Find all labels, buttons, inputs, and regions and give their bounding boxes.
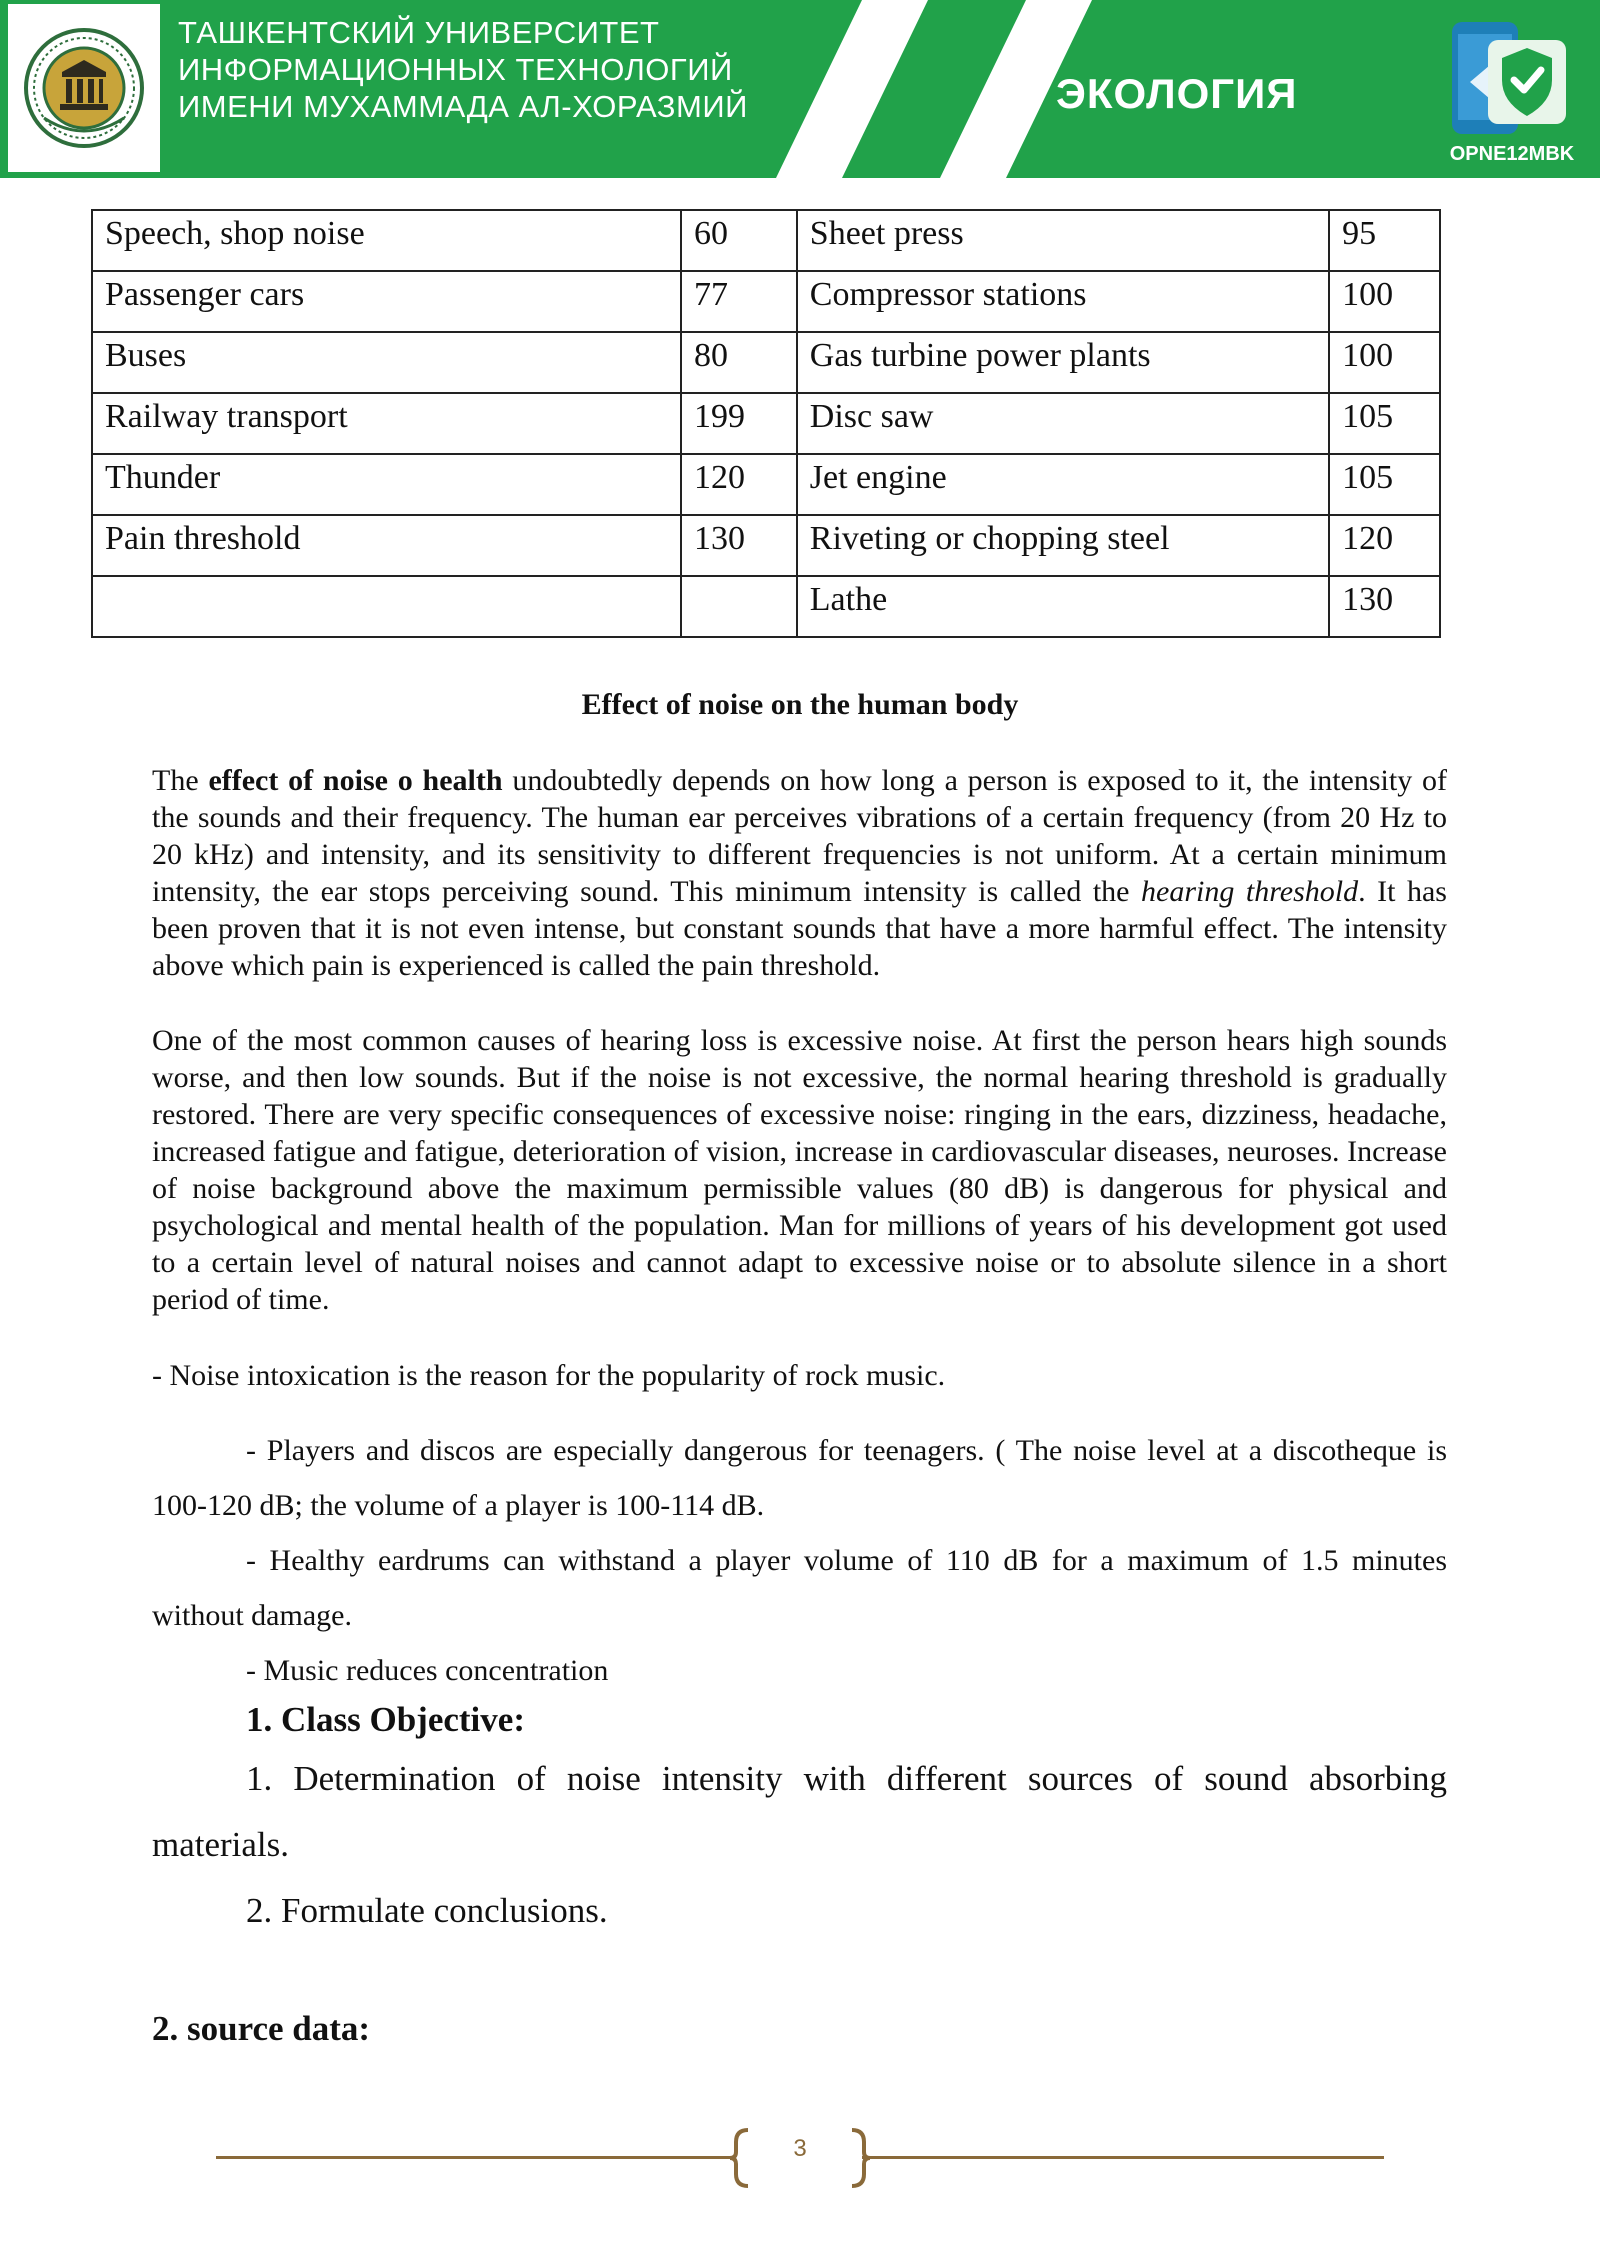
table-cell: 130 — [1329, 576, 1440, 637]
bullet-item: - Players and discos are especially dangerous for teenagers. ( The noise level at a discotheque is 100-120 dB; the volume of a player is 100-114 dB. — [152, 1434, 1447, 1522]
paragraph-effect-of-noise — [152, 762, 1447, 984]
objective-item: 2. Formulate conclusions. — [246, 1891, 608, 1930]
header-banner — [0, 0, 1600, 178]
paragraph-hearing-loss: One of the most common causes of hearing loss is excessive noise. At first the person hears high sounds worse, and then low sounds. But if the noise is not excessive, the normal hearing threshold is gradually restored. There are very specific consequences of excessive noise: ringing in the ears, dizziness, headache, increased fatigue and fatigue, deterioration of vision, increase in cardiovascular diseases, neuroses. Increase of noise background above the maximum permissible values (80 dB) is dangerous for physical and psychological and mental health of the population. Man for millions of years of his development got used to a certain level of natural noises and cannot adapt to excessive noise or to absolute silence in a short period of time. — [152, 1024, 1447, 1316]
bullet-item: - Noise intoxication is the reason for the popularity of rock music. — [152, 1359, 946, 1392]
table-cell: 80 — [681, 332, 797, 393]
paragraph-text: . It has been proven that it is not even intense, but constant sounds that have a more harmful effect. The intensity above which pain is experienced is called the pain threshold. — [152, 875, 1447, 982]
table-cell: Buses — [92, 332, 681, 393]
table-cell: Disc saw — [797, 393, 1329, 454]
table-cell: Lathe — [797, 576, 1329, 637]
table-cell: Compressor stations — [797, 271, 1329, 332]
left-brace-icon — [728, 2128, 752, 2188]
table-cell: Gas turbine power plants — [797, 332, 1329, 393]
paragraph-text: The — [152, 764, 209, 797]
table-row — [92, 210, 1440, 271]
page-number: 3 — [793, 2135, 807, 2162]
table-cell: 199 — [681, 393, 797, 454]
table-cell: 60 — [681, 210, 797, 271]
table-cell: Sheet press — [797, 210, 1329, 271]
paragraph-text: undoubtedly depends on how long a person is exposed to it, the intensity of the sounds and their frequency. The human ear perceives vibrations of a certain frequency (from 20 Hz to 20 kHz) and intensity, and its sensitivity to different frequencies is not uniform. At a certain minimum intensity, the ear stops perceiving sound. This minimum intensity is called the — [152, 764, 1447, 908]
university-name-line: ТАШКЕНТСКИЙ УНИВЕРСИТЕТ — [178, 15, 660, 50]
source-data-heading: 2. source data: — [152, 2009, 371, 2048]
table-cell: 95 — [1329, 210, 1440, 271]
decorative-stripes — [0, 0, 1600, 178]
paragraph-bold-term: effect of noise o health — [208, 764, 503, 797]
table-row — [92, 576, 1440, 637]
table-cell: Passenger cars — [92, 271, 681, 332]
table-cell: 100 — [1329, 271, 1440, 332]
footer-divider-left — [216, 2156, 736, 2159]
table-cell: 130 — [681, 515, 797, 576]
table-row — [92, 393, 1440, 454]
subject-title: ЭКОЛОГИЯ — [1056, 70, 1298, 117]
table-row — [92, 271, 1440, 332]
table-cell — [681, 576, 797, 637]
table-cell: 105 — [1329, 393, 1440, 454]
noise-level-table — [91, 209, 1441, 638]
table-cell: 105 — [1329, 454, 1440, 515]
table-cell: 120 — [1329, 515, 1440, 576]
objective-item: 1. Determination of noise intensity with different sources of sound absorbing materials. — [152, 1759, 1447, 1864]
university-name-line: ИМЕНИ МУХАММАДА АЛ-ХОРАЗМИЙ — [178, 89, 748, 124]
table-cell: 100 — [1329, 332, 1440, 393]
table-cell: Pain threshold — [92, 515, 681, 576]
bullet-item: - Healthy eardrums can withstand a player volume of 110 dB for a maximum of 1.5 minutes without damage. — [152, 1544, 1447, 1632]
table-row — [92, 515, 1440, 576]
section-title: Effect of noise on the human body — [581, 688, 1019, 721]
table-row — [92, 332, 1440, 393]
table-cell: 120 — [681, 454, 797, 515]
table-cell: Riveting or chopping steel — [797, 515, 1329, 576]
table-cell: Jet engine — [797, 454, 1329, 515]
document-code: OPNE12MBK — [1449, 143, 1575, 165]
paragraph-italic-term: hearing threshold — [1141, 875, 1359, 908]
shield-check-icon — [1440, 20, 1580, 140]
university-name-line: ИНФОРМАЦИОННЫХ ТЕХНОЛОГИЙ — [178, 52, 733, 87]
table-cell: Railway transport — [92, 393, 681, 454]
table-cell: Thunder — [92, 454, 681, 515]
bullet-item: - Music reduces concentration — [246, 1654, 609, 1687]
objectives-list — [152, 1746, 1447, 1944]
bullet-list — [152, 1423, 1447, 1944]
class-objective-heading: 1. Class Objective: — [246, 1700, 525, 1739]
table-row — [92, 454, 1440, 515]
table-cell — [92, 576, 681, 637]
table-cell: 77 — [681, 271, 797, 332]
footer-divider-right — [862, 2156, 1384, 2159]
table-cell: Speech, shop noise — [92, 210, 681, 271]
